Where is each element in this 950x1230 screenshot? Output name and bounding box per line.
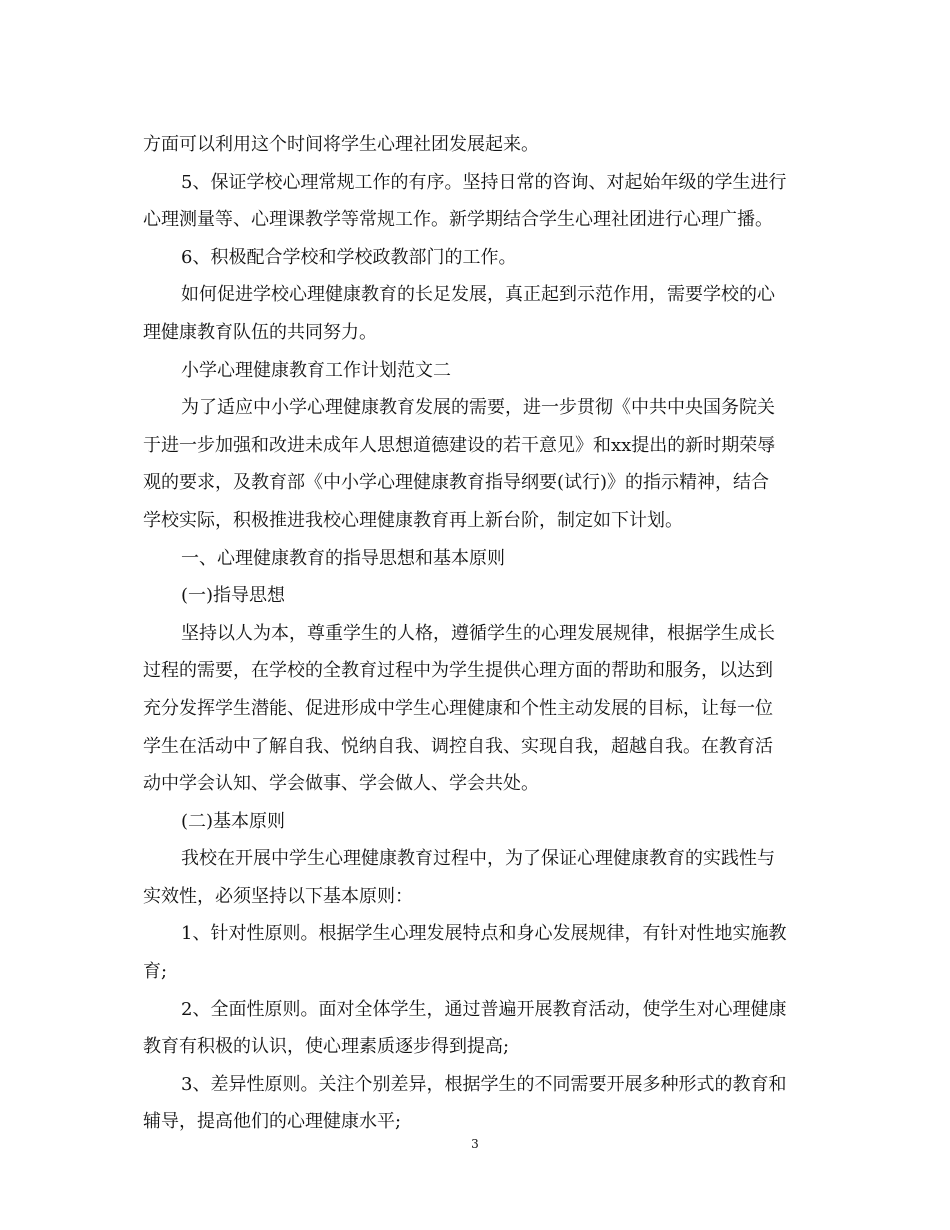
section-heading: 一、心理健康教育的指导思想和基本原则 <box>181 547 505 569</box>
text-line: 5、保证学校心理常规工作的有序。坚持日常的咨询、对起始年级的学生进行 <box>181 171 787 193</box>
section-heading: 小学心理健康教育工作计划范文二 <box>181 359 451 381</box>
text-line: 学校实际，积极推进我校心理健康教育再上新台阶，制定如下计划。 <box>143 509 683 531</box>
text-line: 我校在开展中学生心理健康教育过程中，为了保证心理健康教育的实践性与 <box>181 848 775 870</box>
body-text <box>143 126 811 1141</box>
text-line: 1、针对性原则。根据学生心理发展特点和身心发展规律，有针对性地实施教 <box>181 923 787 945</box>
text-line: 育; <box>143 961 168 983</box>
text-line: 2、全面性原则。面对全体学生，通过普遍开展教育活动，使学生对心理健康 <box>181 998 787 1020</box>
page-number: 3 <box>471 1137 479 1151</box>
text-line: 教育有积极的认识，使心理素质逐步得到提高; <box>143 1036 510 1058</box>
text-line: 3、差异性原则。关注个别差异，根据学生的不同需要开展多种形式的教育和 <box>181 1073 787 1095</box>
text-line: 心理测量等、心理课教学等常规工作。新学期结合学生心理社团进行心理广播。 <box>143 209 773 231</box>
text-line: 方面可以利用这个时间将学生心理社团发展起来。 <box>143 134 539 155</box>
text-line: 观的要求，及教育部《中小学心理健康教育指导纲要(试行)》的指示精神，结合 <box>143 472 770 494</box>
text-line: 如何促进学校心理健康教育的长足发展，真正起到示范作用，需要学校的心 <box>181 284 775 306</box>
text-line: 过程的需要，在学校的全教育过程中为学生提供心理方面的帮助和服务，以达到 <box>143 660 773 682</box>
text-line: 理健康教育队伍的共同努力。 <box>143 321 377 343</box>
text-line: 充分发挥学生潜能、促进形成中学生心理健康和个性主动发展的目标，让每一位 <box>143 697 773 719</box>
text-line: 辅导，提高他们的心理健康水平; <box>143 1111 402 1133</box>
subsection-heading: (一)指导思想 <box>181 585 286 607</box>
text-line: 为了适应中小学心理健康教育发展的需要，进一步贯彻《中共中央国务院关 <box>181 397 775 419</box>
subsection-heading: (二)基本原则 <box>181 810 286 832</box>
text-line: 于进一步加强和改进未成年人思想道德建设的若干意见》和xx提出的新时期荣辱 <box>143 434 776 456</box>
text-line: 坚持以人为本，尊重学生的人格，遵循学生的心理发展规律，根据学生成长 <box>181 622 775 644</box>
text-line: 学生在活动中了解自我、悦纳自我、调控自我、实现自我，超越自我。在教育活 <box>143 735 773 757</box>
text-line: 动中学会认知、学会做事、学会做人、学会共处。 <box>143 773 539 795</box>
text-line: 实效性，必须坚持以下基本原则： <box>143 885 413 907</box>
text-line: 6、积极配合学校和学校政教部门的工作。 <box>181 246 517 268</box>
